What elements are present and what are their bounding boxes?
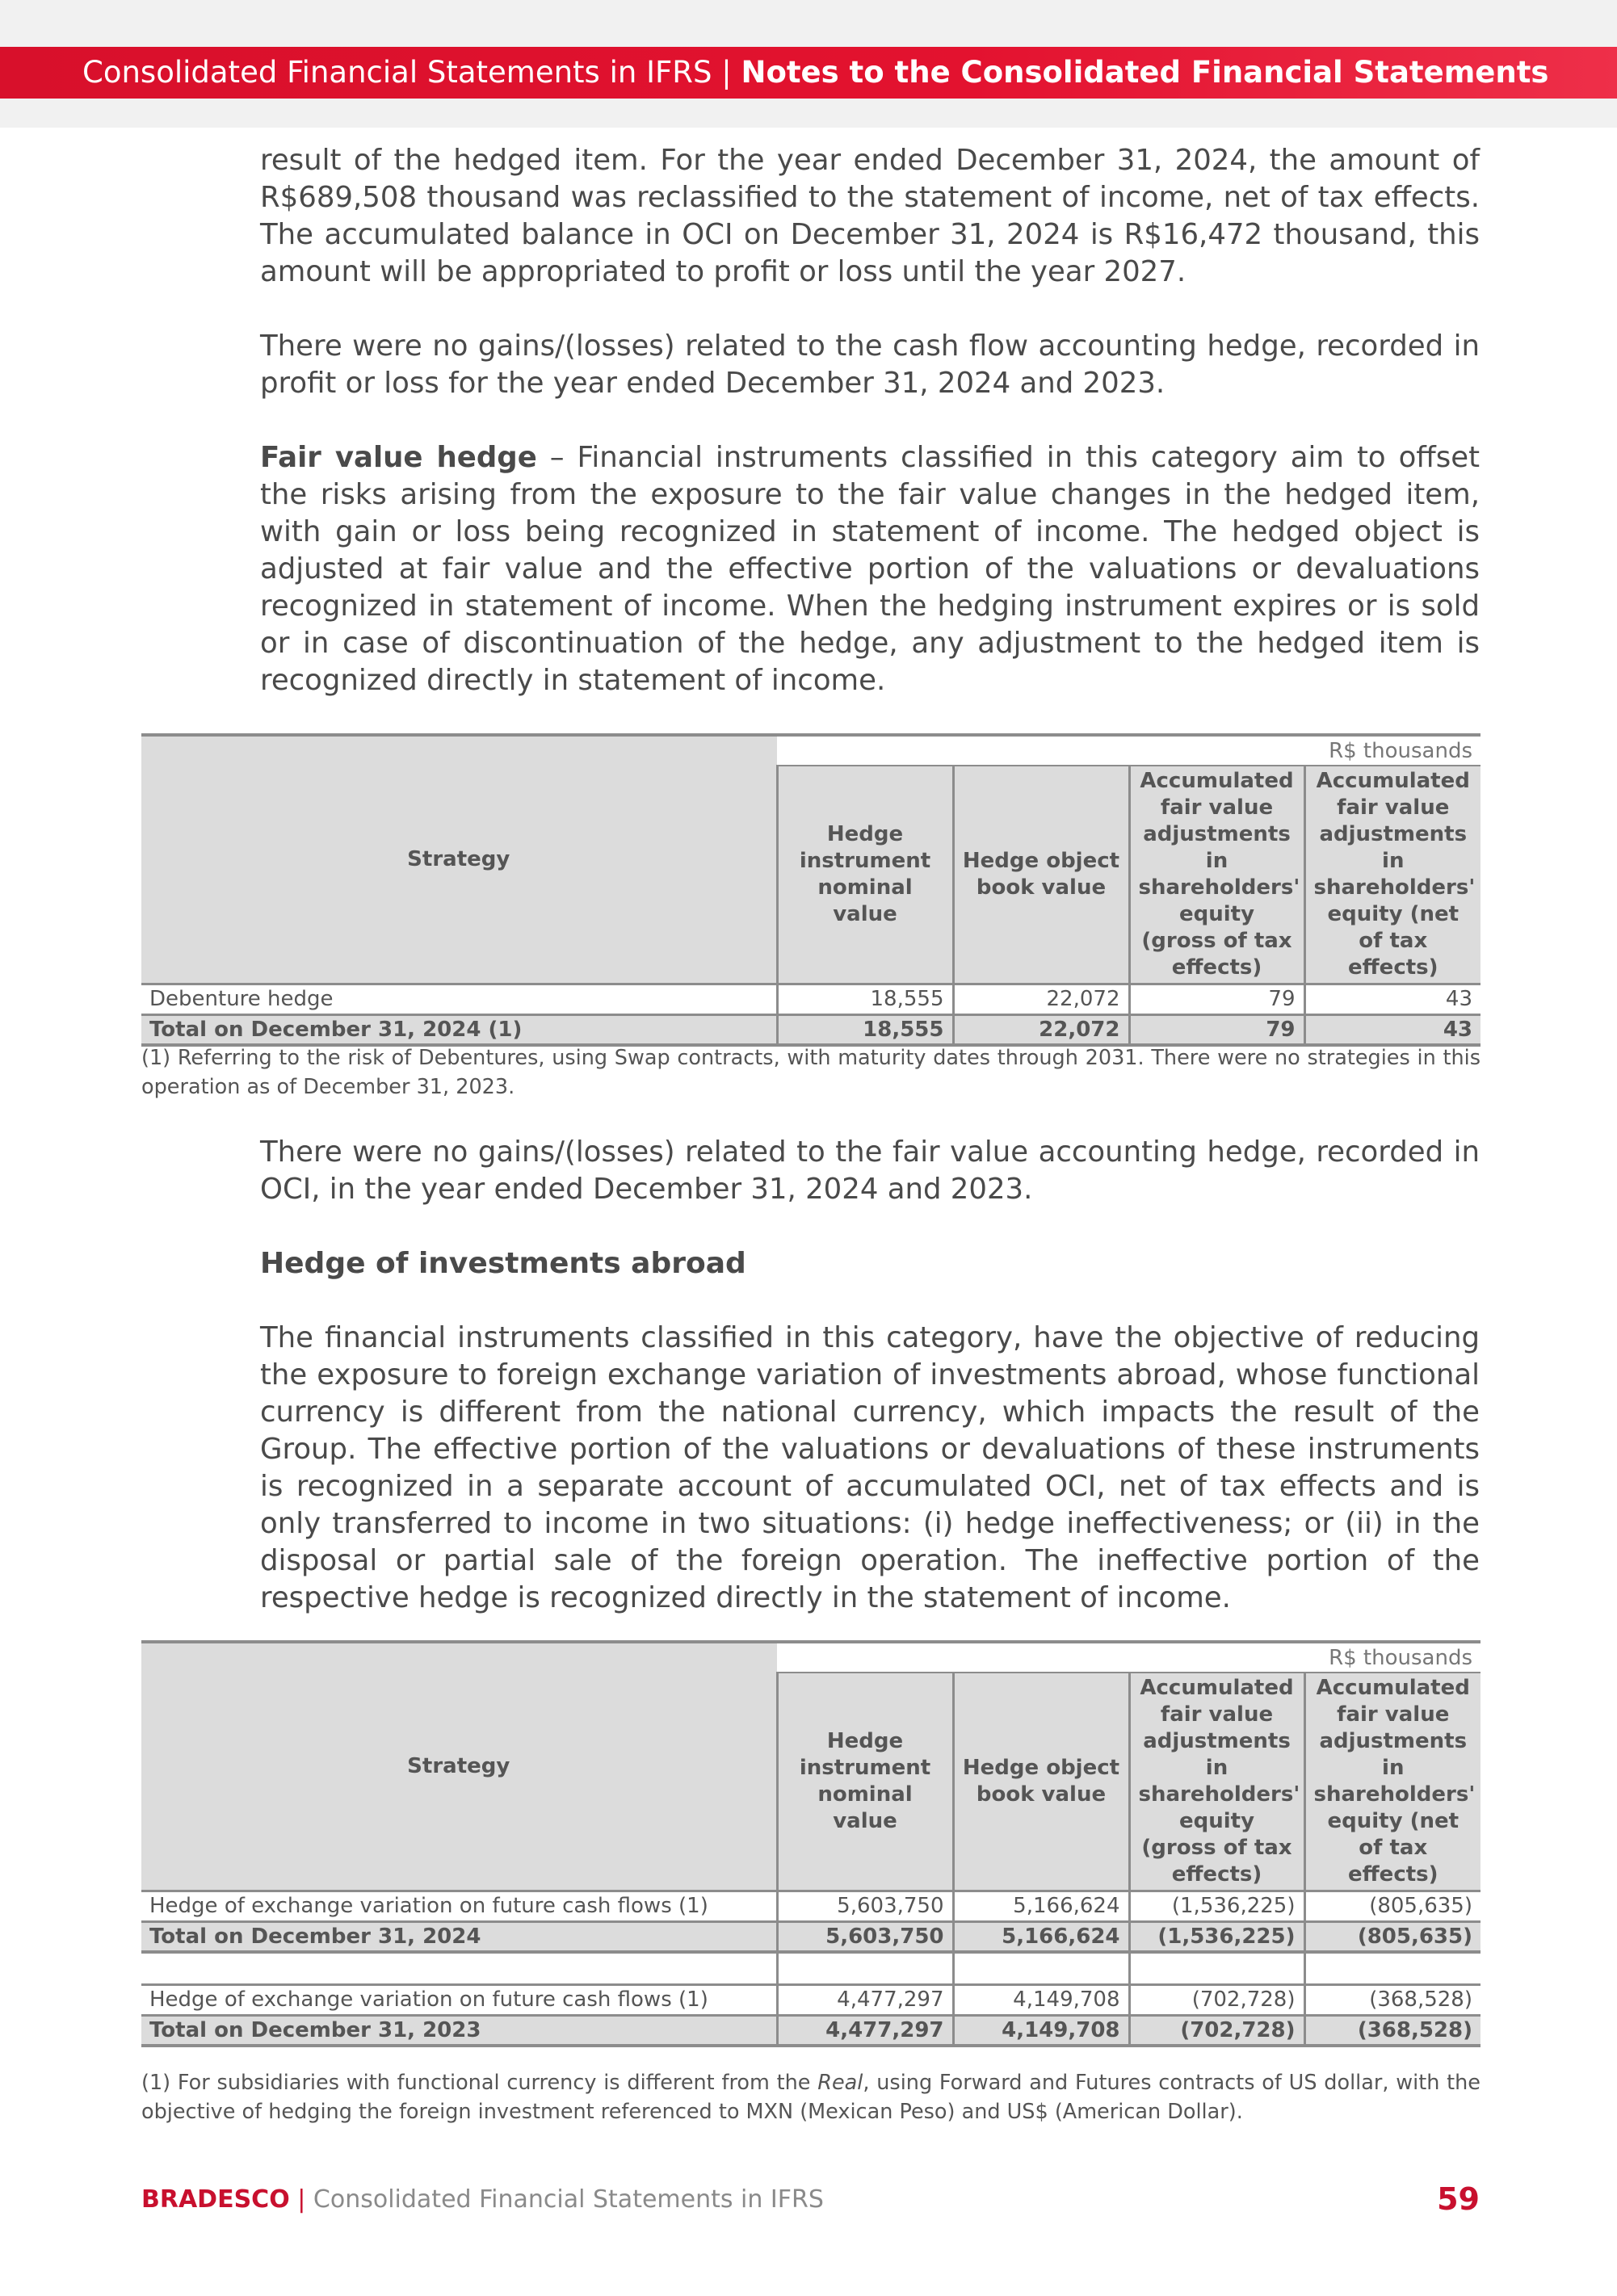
column-header-gross: Accumulated fair value adjustments in shareholders' equity (gross of tax effects) (1129, 766, 1304, 984)
cell-book-value: 5,166,624 (953, 1921, 1129, 1952)
cell-gross: (1,536,225) (1129, 1891, 1304, 1921)
table-row (141, 1891, 1480, 1921)
paragraph-cash-flow-result: result of the hedged item. For the year ended December 31, 2024, the amount of R$689,508 thousand was reclassified to the statement of income, net of tax effects. The accumulated balance in OCI on December 31, 2024 is R$16,472 thousand, this amount will be appropriated to profit or loss until the year 2027. (260, 144, 1480, 288)
cell-net: 43 (1304, 1014, 1480, 1045)
cell-nominal: 5,603,750 (777, 1891, 953, 1921)
footer-separator: | (289, 2185, 313, 2214)
table-row (141, 984, 1480, 1014)
unit-label: R$ thousands (777, 735, 1480, 766)
unit-label: R$ thousands (777, 1642, 1480, 1673)
column-header-strategy: Strategy (141, 735, 777, 984)
column-header-book-value: Hedge object book value (953, 1673, 1129, 1891)
table-spacer-row (141, 1952, 1480, 1984)
page-header (0, 47, 1617, 99)
footer-brand: BRADESCO (141, 2185, 290, 2214)
cell-strategy: Total on December 31, 2024 (1) (141, 1014, 777, 1045)
cell-book-value: 5,166,624 (953, 1891, 1129, 1921)
cell-book-value: 22,072 (953, 1014, 1129, 1045)
cell-strategy: Debenture hedge (141, 984, 777, 1014)
header-separator: | (712, 55, 741, 90)
investments-abroad-hedge-table (141, 1640, 1480, 2047)
cell-net: 43 (1304, 984, 1480, 1014)
table-total-row (141, 1921, 1480, 1952)
header-notes-title: Notes to the Consolidated Financial Statements (741, 55, 1549, 90)
cell-nominal: 18,555 (777, 984, 953, 1014)
table2-footnote (141, 2068, 1480, 2126)
footnote-italic: Real (817, 2071, 863, 2095)
column-header-net: Accumulated fair value adjustments in shareholders' equity (net of tax effects) (1304, 1673, 1480, 1891)
cell-gross: (1,536,225) (1129, 1921, 1304, 1952)
cell-strategy: Hedge of exchange variation on future cash flows (1) (141, 1891, 777, 1921)
table-total-row (141, 2015, 1480, 2046)
cell-gross: (702,728) (1129, 1984, 1304, 2015)
fair-value-hedge-lead: Fair value hedge (260, 441, 537, 474)
cell-gross: 79 (1129, 984, 1304, 1014)
cell-strategy: Total on December 31, 2024 (141, 1921, 777, 1952)
cell-nominal: 5,603,750 (777, 1921, 953, 1952)
footer-title: Consolidated Financial Statements in IFRS (313, 2185, 824, 2214)
header-underband (0, 99, 1617, 128)
cell-nominal: 18,555 (777, 1014, 953, 1045)
fair-value-hedge-table (141, 733, 1480, 1047)
page-footer (141, 2182, 824, 2218)
table-total-row (141, 1014, 1480, 1045)
paragraph-fair-value-no-gains: There were no gains/(losses) related to the fair value accounting hedge, recorded in OCI, in the year ended December 31, 2024 and 2023. (260, 1135, 1480, 1206)
cell-book-value: 4,149,708 (953, 1984, 1129, 2015)
cell-strategy: Hedge of exchange variation on future cash flows (1) (141, 1984, 777, 2015)
paragraph-investments-abroad: The financial instruments classified in this category, have the objective of reducing the exposure to foreign exchange variation of investments abroad, whose functional currency is different from the national currency, which impacts the result of the Group. The effective portion of the valuations or devaluations of these instruments is recognized in a separate account of accumulated OCI, net of tax effects and is only transferred to income in two situations: (i) hedge ineffectiveness; or (ii) in the disposal or partial sale of the foreign operation. The ineffective portion of the respective hedge is recognized directly in the statement of income. (260, 1321, 1480, 1614)
section-heading-investments-abroad: Hedge of investments abroad (260, 1247, 746, 1280)
column-header-net: Accumulated fair value adjustments in shareholders' equity (net of tax effects) (1304, 766, 1480, 984)
cell-net: (368,528) (1304, 1984, 1480, 2015)
column-header-book-value: Hedge object book value (953, 766, 1129, 984)
cell-strategy: Total on December 31, 2023 (141, 2015, 777, 2046)
footnote-text-a: (1) For subsidiaries with functional currency is different from the (141, 2071, 818, 2095)
top-band (0, 0, 1617, 47)
column-header-strategy: Strategy (141, 1642, 777, 1891)
cell-gross: (702,728) (1129, 2015, 1304, 2046)
cell-net: (805,635) (1304, 1891, 1480, 1921)
cell-gross: 79 (1129, 1014, 1304, 1045)
footnote-text-b: , using Forward and Futures contracts of US dollar, with the objective of hedging the foreign investment referenced to MXN (Mexican Peso) and US$ (American Dollar). (141, 2071, 1480, 2124)
cell-nominal: 4,477,297 (777, 1984, 953, 2015)
fair-value-hedge-text: – Financial instruments classified in this category aim to offset the risks arising from the exposure to the fair value changes in the hedged item, with gain or loss being recognized in statement of income. The hedged object is adjusted at fair value and the effective portion of the valuations or devaluations recognized in statement of income. When the hedging instrument expires or is sold or in case of discontinuation of the hedge, any adjustment to the hedged item is recognized directly in statement of income. (260, 441, 1480, 697)
column-header-nominal: Hedge instrument nominal value (777, 1673, 953, 1891)
cell-book-value: 4,149,708 (953, 2015, 1129, 2046)
paragraph-cash-flow-no-gains: There were no gains/(losses) related to the cash flow accounting hedge, recorded in profit or loss for the year ended December 31, 2024 and 2023. (260, 329, 1480, 400)
cell-net: (368,528) (1304, 2015, 1480, 2046)
column-header-gross: Accumulated fair value adjustments in shareholders' equity (gross of tax effects) (1129, 1673, 1304, 1891)
header-section-title: Consolidated Financial Statements in IFRS (82, 55, 712, 90)
paragraph-fair-value-hedge (260, 439, 1480, 699)
page-number: 59 (1437, 2181, 1480, 2217)
column-header-nominal: Hedge instrument nominal value (777, 766, 953, 984)
cell-net: (805,635) (1304, 1921, 1480, 1952)
cell-book-value: 22,072 (953, 984, 1129, 1014)
table-row (141, 1984, 1480, 2015)
cell-nominal: 4,477,297 (777, 2015, 953, 2046)
table1-footnote: (1) Referring to the risk of Debentures, using Swap contracts, with maturity dates through 2031. There were no strategies in this operation as of December 31, 2023. (141, 1046, 1480, 1099)
